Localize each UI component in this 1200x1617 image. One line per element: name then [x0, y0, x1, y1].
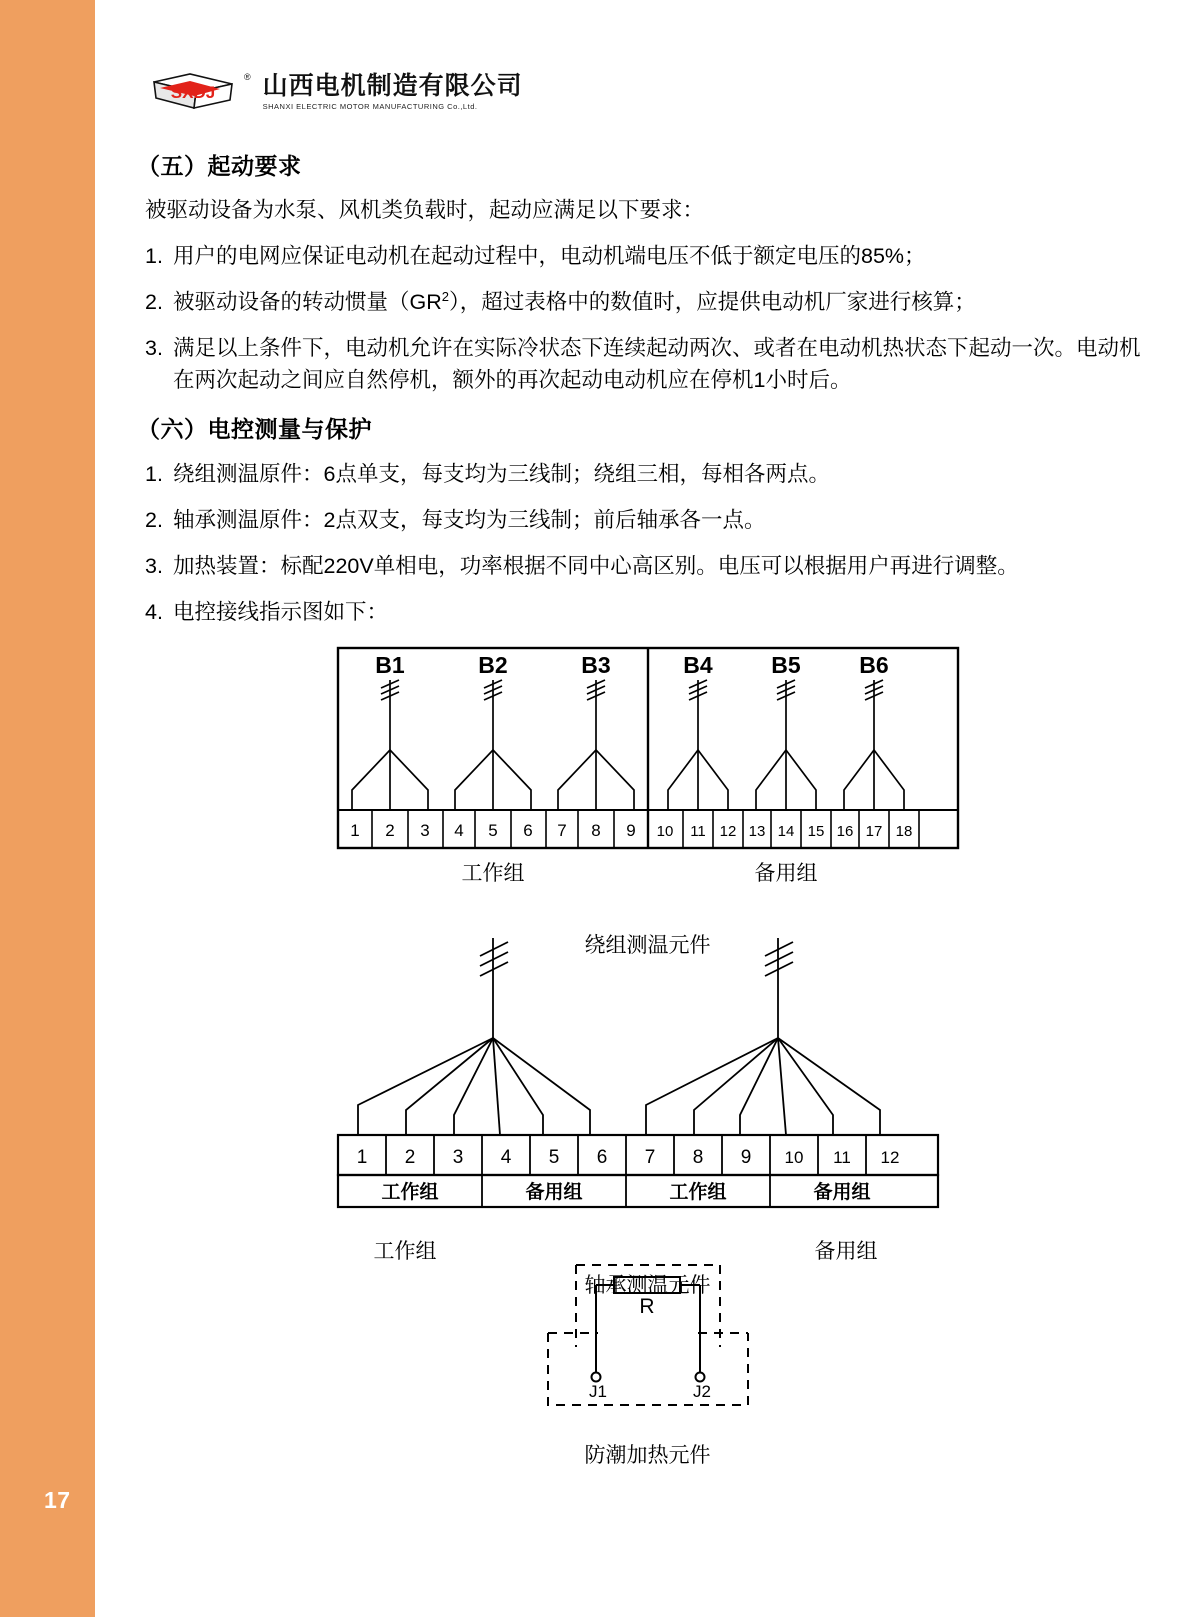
list-item-text: 电控接线指示图如下：	[173, 600, 389, 625]
terminal-10: 10	[784, 1148, 803, 1167]
document-body	[137, 155, 1157, 643]
svg-text:SXDJ: SXDJ	[170, 83, 216, 102]
sxdj-logo-icon	[150, 70, 236, 114]
terminal-2: 2	[404, 1147, 415, 1168]
list-item-number: 2.	[145, 507, 163, 532]
terminal-15: 15	[807, 823, 824, 840]
list-item-number: 1.	[145, 461, 163, 486]
resistor-label: R	[638, 1295, 655, 1318]
terminal-16: 16	[836, 823, 853, 840]
superscript-exponent: 2	[441, 289, 449, 305]
terminal-14: 14	[777, 823, 794, 840]
section-title-6: （六）电控测量与保护	[137, 415, 372, 442]
list-item	[137, 597, 1157, 628]
terminal-3: 3	[452, 1147, 463, 1168]
list-item-text-before: 被驱动设备的转动惯量（GR	[173, 290, 442, 315]
terminal-5: 5	[548, 1147, 559, 1168]
subgroup-label-4: 备用组	[812, 1182, 871, 1203]
terminal-5: 5	[487, 821, 498, 840]
subgroup-label-1: 工作组	[380, 1182, 439, 1203]
terminal-8: 8	[692, 1147, 703, 1168]
terminal-1: 1	[356, 1147, 367, 1168]
terminal-8: 8	[590, 821, 601, 840]
terminal-13: 13	[748, 823, 765, 840]
list-item-text: 满足以上条件下，电动机允许在实际冷状态下连续起动两次、或者在电动机热状态下起动一次。电动机在两次起动之间应自然停机，额外的再次起动电动机应在停机1小时后。	[173, 336, 1141, 392]
sensor-label-b2: B2	[477, 652, 508, 678]
terminal-18: 18	[895, 823, 912, 840]
heater-element-diagram	[95, 1255, 1200, 1469]
list-item	[137, 459, 1157, 490]
list-item-text: 加热装置：标配220V单相电，功率根据不同中心高区别。电压可以根据用户再进行调整。	[173, 554, 1019, 579]
section-6-list	[137, 459, 1157, 629]
list-item-text: 轴承测温原件：2点双支，每支均为三线制；前后轴承各一点。	[173, 507, 766, 532]
list-item	[137, 551, 1157, 582]
group-label-standby: 备用组	[754, 862, 817, 885]
terminal-1: 1	[349, 821, 360, 840]
terminal-j2: J2	[692, 1382, 711, 1401]
terminal-11: 11	[832, 1148, 851, 1167]
list-item-number: 3.	[145, 336, 163, 361]
sensor-label-b3: B3	[580, 652, 611, 678]
page-side-bar	[0, 0, 95, 1617]
subgroup-label-2: 备用组	[524, 1182, 583, 1203]
list-item	[137, 505, 1157, 536]
terminal-6: 6	[522, 821, 533, 840]
terminal-j1: J1	[588, 1382, 607, 1401]
list-item-number: 3.	[145, 554, 163, 579]
winding-diagram-caption: 绕组测温元件	[584, 934, 711, 957]
terminal-11: 11	[689, 823, 706, 840]
terminal-4: 4	[500, 1147, 511, 1168]
section-title-5: （五）起动要求	[137, 153, 302, 179]
sensor-label-b4: B4	[682, 652, 713, 678]
page-number: 17	[44, 1487, 71, 1513]
terminal-6: 6	[596, 1147, 607, 1168]
terminal-9: 9	[740, 1147, 751, 1168]
bearing-diagram-svg	[328, 920, 968, 1230]
terminal-7: 7	[556, 821, 567, 840]
company-name-block	[263, 73, 523, 111]
heater-diagram-svg	[518, 1255, 778, 1420]
terminal-17: 17	[865, 823, 882, 840]
bearing-diagram-caption: 轴承测温元件	[584, 1274, 711, 1297]
terminal-12: 12	[880, 1148, 899, 1167]
registered-mark: ®	[244, 72, 251, 82]
bearing-group-label-working: 工作组	[373, 1240, 437, 1263]
group-label-working: 工作组	[461, 862, 524, 885]
heater-diagram-caption: 防潮加热元件	[584, 1444, 711, 1467]
subgroup-label-3: 工作组	[668, 1182, 727, 1203]
bearing-group-label-standby: 备用组	[814, 1240, 878, 1263]
list-item	[137, 287, 1157, 318]
list-item-number: 4.	[145, 600, 163, 625]
sensor-label-b6: B6	[858, 652, 889, 678]
terminal-12: 12	[719, 823, 736, 840]
list-item	[137, 333, 1157, 395]
sensor-label-b5: B5	[770, 652, 801, 678]
list-item-text-after: ），超过表格中的数值时，应提供电动机厂家进行核算；	[449, 290, 976, 315]
company-name-cn: 山西电机制造有限公司	[262, 71, 523, 100]
company-logo	[150, 70, 523, 114]
winding-diagram-svg	[328, 640, 968, 910]
page-content	[95, 0, 1200, 1617]
terminal-2: 2	[384, 821, 395, 840]
winding-temperature-diagram	[95, 640, 1200, 959]
terminal-4: 4	[453, 821, 464, 840]
terminal-3: 3	[419, 821, 430, 840]
terminal-9: 9	[625, 821, 636, 840]
bearing-temperature-diagram	[95, 920, 1200, 1299]
company-name-en: SHANXI ELECTRIC MOTOR MANUFACTURING Co.,Ltd.	[262, 102, 478, 112]
list-item-text: 绕组测温原件：6点单支，每支均为三线制；绕组三相，每相各两点。	[173, 461, 830, 486]
section-5-lead: 被驱动设备为水泵、风机类负载时，起动应满足以下要求：	[145, 198, 705, 222]
sensor-label-b1: B1	[374, 652, 405, 678]
terminal-7: 7	[644, 1147, 655, 1168]
list-item-number: 2.	[145, 290, 163, 315]
list-item	[137, 241, 1157, 272]
list-item-number: 1.	[145, 244, 163, 269]
section-5-list	[137, 241, 1157, 396]
list-item-text: 用户的电网应保证电动机在起动过程中，电动机端电压不低于额定电压的85%；	[173, 244, 926, 269]
terminal-10: 10	[656, 823, 673, 840]
